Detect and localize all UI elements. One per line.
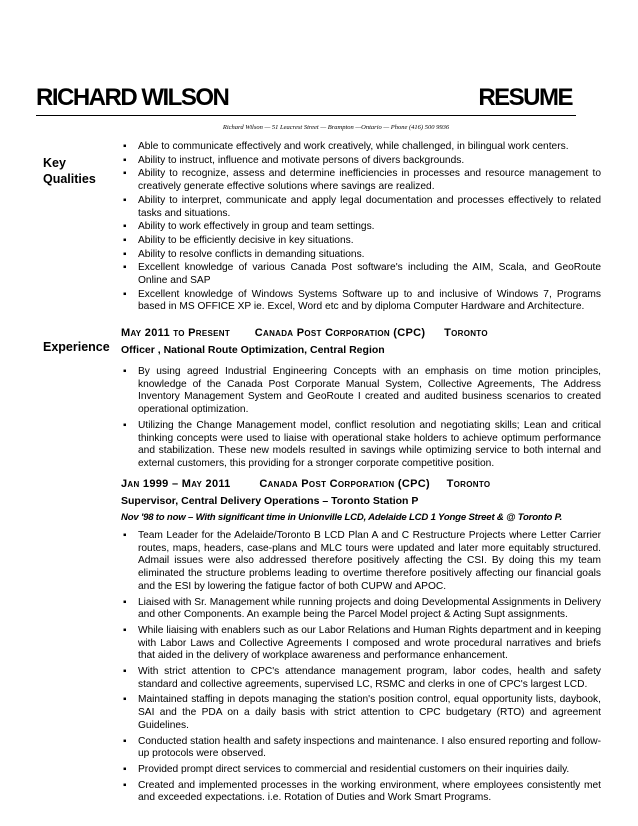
job2-title: Supervisor, Central Delivery Operations – Toronto Station P bbox=[121, 495, 419, 507]
qualities-list bbox=[121, 141, 601, 314]
contact-line: Richard Wilson — 51 Leacrest Street — Brampton —Ontario — Phone (416) 500 9936 bbox=[222, 124, 450, 131]
resume-title: RESUME bbox=[478, 84, 572, 111]
resume-header bbox=[36, 84, 572, 131]
job1-dates: May 2011 to Present bbox=[121, 327, 231, 339]
qualities-label: Qualities bbox=[43, 172, 96, 186]
job1-duties bbox=[121, 366, 601, 474]
last-name: WILSON bbox=[141, 84, 229, 111]
job2-note: Nov '98 to now – With significant time in Unionville LCD, Adelaide LCD 1 Yonge Street & @ Toronto P. bbox=[121, 512, 563, 523]
list-item: ▪ Ability to work effectively in group and team settings. bbox=[121, 221, 601, 234]
list-item: ▪ Team Leader for the Adelaide/Toronto B LCD Plan A and C Restructure Projects where Letter Carrier routes, maps, headers, case-plans and MLC tours were updated and later more equitably structured. Admail issues were also addressed therefore positively affecting the CSI. By doing this my team eliminated the structure problems leading to overtime therefore positively affecting our financial goals and the ESI by lowering the fatigue factor of both CUPW and APOC. bbox=[121, 530, 601, 594]
experience-label: Experience bbox=[43, 340, 110, 354]
job1-city: Toronto bbox=[444, 327, 488, 339]
list-item: ▪ Maintained staffing in depots managing the station's position control, equal opportunity lists, daybook, SAI and the PDA on a daily basis with strict attention to CPC budgetary (RTO) and agreement Guidelines. bbox=[121, 694, 601, 732]
job2-city: Toronto bbox=[446, 478, 491, 490]
job1-header bbox=[121, 327, 488, 339]
job2-list bbox=[121, 530, 601, 805]
list-item: ▪ With strict attention to CPC's attendance management program, labor codes, health and safety standard and collective agreements, supervised LC, RSMC and clerks in one of CPC's largest LCD. bbox=[121, 666, 601, 691]
list-item: ▪ Liaised with Sr. Management while running projects and doing Developmental Assignments in Delivery and other Components. An example being the Parcel Model project & Acting Supt assignments. bbox=[121, 597, 601, 622]
list-item: ▪ Ability to instruct, influence and motivate persons of divers backgrounds. bbox=[121, 155, 601, 168]
job2-duties bbox=[121, 530, 601, 808]
key-label: Key bbox=[43, 156, 66, 170]
job1-company: Canada Post Corporation (CPC) bbox=[254, 327, 426, 339]
list-item: ▪ Able to communicate effectively and work creatively, while challenged, in bilingual work centers. bbox=[121, 141, 601, 154]
list-item: ▪ Ability to resolve conflicts in demanding situations. bbox=[121, 249, 601, 262]
job1-list bbox=[121, 366, 601, 471]
list-item: ▪ Excellent knowledge of Windows Systems Software up to and inclusive of Windows 7, Programs based in MS OFFICE XP ie. Excel, Word etc and by diploma Computer Hardware and Architecture. bbox=[121, 289, 601, 314]
list-item: ▪ Ability to interpret, communicate and apply legal documentation and processes effectively to related tasks and situations. bbox=[121, 195, 601, 220]
list-item: ▪ By using agreed Industrial Engineering Concepts with an emphasis on time motion principles, knowledge of the Canada Post Corporate Manual System, Collective Agreements, The Address Inventory Management System and GeoRoute I created and audited business scenarios to created operational optimization. bbox=[121, 366, 601, 417]
job2-header bbox=[121, 478, 490, 490]
job1-title: Officer , National Route Optimization, Central Region bbox=[121, 344, 385, 356]
first-name: RICHARD bbox=[36, 84, 137, 111]
list-item: ▪ Excellent knowledge of various Canada Post software's including the AIM, Scala, and GeoRoute Online and SAP bbox=[121, 262, 601, 287]
header-divider bbox=[36, 115, 576, 116]
list-item: ▪ Conducted station health and safety inspections and maintenance. I also ensured reporting and follow-up protocols were observed. bbox=[121, 736, 601, 761]
list-item: ▪ Utilizing the Change Management model, conflict resolution and negotiating skills; Lean and critical thinking concepts were used to liaise with operational stake holders to achieve optimum performance and stabilization. These new models resulted in savings while optimizing service to both internal and external customers, this providing for a stronger corporate competitive position. bbox=[121, 420, 601, 471]
list-item: ▪ Ability to be efficiently decisive in key situations. bbox=[121, 235, 601, 248]
list-item: ▪ Created and implemented processes in the working environment, where employees consistently met and exceeded expectations. i.e. Rotation of Duties and Work Smart Programs. bbox=[121, 780, 601, 805]
qualities-section bbox=[121, 141, 601, 315]
list-item: ▪ While liaising with enablers such as our Labor Relations and Human Rights department and in keeping with Labor Laws and Collective Agreements I composed and wrote procedural narratives and briefs that aided in the delivery of workplace awareness and performance enhancement. bbox=[121, 625, 601, 663]
job2-company: Canada Post Corporation (CPC) bbox=[259, 478, 430, 490]
list-item: ▪ Ability to recognize, assess and determine inefficiencies in processes and resource management to creatively generate effective solutions where savings are realized. bbox=[121, 168, 601, 193]
job2-dates: Jan 1999 – May 2011 bbox=[121, 478, 231, 490]
candidate-name bbox=[36, 84, 228, 112]
list-item: ▪ Provided prompt direct services to commercial and residential customers on their inquiries daily. bbox=[121, 764, 601, 777]
